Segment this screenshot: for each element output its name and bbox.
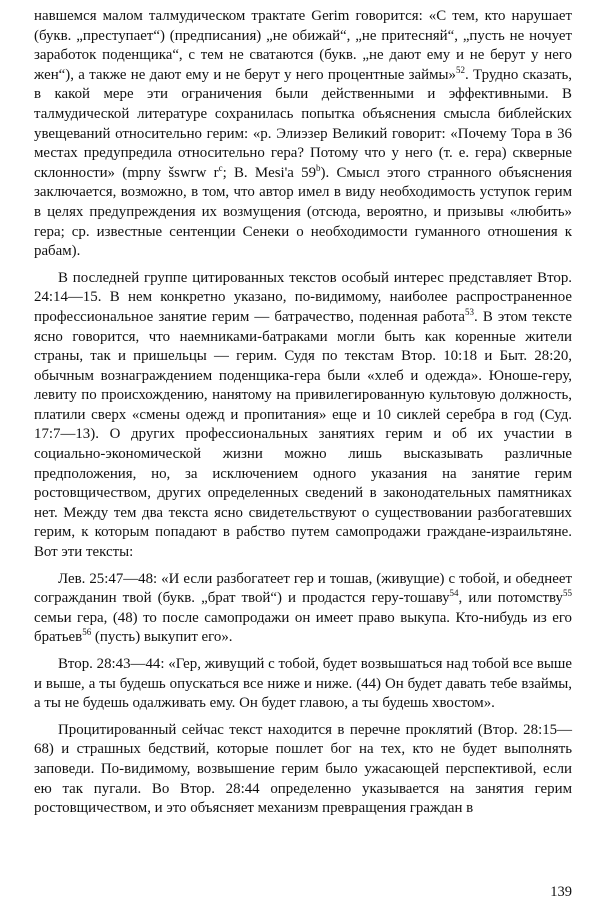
paragraph — [34, 655, 572, 714]
text-run: Процитированный сейчас текст находится в перечне проклятий (Втор. 28:15—68) и страшных бедствий, которые пошлет бог на тех, кто не будет выполнять заповеди. По-видимому, возвышение герим было ужасающей перспективой, если ею так пугали. Во Втор. 28:44 определенно указывается на занятия герим ростовщичеством, и это объясняет механизм превращения граждан в — [34, 721, 572, 817]
body-text — [34, 7, 572, 819]
text-run: Лев. 25:47—48: «И если разбогатеет гер и тошав, (живущие) с тобой, и обеднеет согражданин твой (букв. „брат твой“) и продастся геру-тошаву — [34, 570, 572, 607]
footnote-marker: 54 — [449, 588, 459, 599]
text-run: навшемся малом талмудическом трактате Gerim говорится: «С тем, кто нарушает (букв. „преступает“) (предписания) „не обижай“, „не притесняй“, „пусть не ночует заработок поденщика“, с тем не сватаются (букв. „не дают ему и не берут у него жен“), а также не дают ему и не берут у него процентные займы» — [34, 8, 572, 83]
paragraph — [34, 721, 572, 819]
text-run: . Трудно сказать, в какой мере эти ограничения были действенными и эффективными. В талмудической литературе сохранилась попытка объяснения смысла библейских увещеваний относительно герим: «р. Элиэзер Великий говорит: «Почему Тора в 36 местах предупредила относительно гера? Потому что у него (т. е. гера) скверные склонности» (mpny šswrw r — [34, 66, 572, 181]
footnote-marker: c — [218, 162, 223, 173]
text-run: В последней группе цитированных текстов особый интерес представляет Втор. 24:14—15. В нем конкретно указано, по-видимому, наиболее распространенное профессиональное занятие герим — батрачество, поденная работа — [34, 269, 572, 325]
text-run: ; B. Mesi'a 59 — [222, 164, 317, 181]
footnote-marker: 55 — [563, 588, 573, 599]
text-run: Втор. 28:43—44: «Гер, живущий с тобой, будет возвышаться над тобой все выше и выше, а ты будешь опускаться все ниже и ниже. (44) Он будет давать тебе взаймы, а ты не будешь одалживать ему. Он будет главою, а ты будешь хвостом». — [34, 656, 572, 712]
page-number: 139 — [550, 884, 572, 900]
paragraph — [34, 570, 572, 648]
footnote-marker: b — [316, 162, 321, 173]
text-run: ). Смысл этого странного объяснения заключается, возможно, в том, что автор имел в виду необходимость уступок герим в целях предупреждения их возмущения (отсюда, вероятно, и призывы «любить» гера; ср. известные сентенции Сенеки о необходимости гуманного отношения к рабам). — [34, 164, 572, 260]
footnote-marker: 53 — [464, 306, 474, 317]
text-run: (пусть) выкупит его». — [91, 629, 233, 646]
paragraph — [34, 7, 572, 262]
footnote-marker: 52 — [456, 64, 466, 75]
text-run: . В этом тексте ясно говорится, что наемниками-батраками могли быть как коренные жители страны, так и пришельцы — герим. Судя по текстам Втор. 10:18 и Быт. 28:20, обычным вознаграждением поденщика-гера были «хлеб и одежда». Юноше-геру, левиту по происхождению, нанятому на привилегированную культовую должность, платили сверх «смены одежд и пропитания» еще и 10 сиклей серебра в год (Суд. 17:7—13). О других профессиональных занятиях герим и об их участии в социально-экономической жизни можно лишь высказывать различные предположения, но, за исключением одного указания на занятие герим ростовщичеством, других определенных сведений в законодательных памятниках нет. Между тем два текста ясно свидетельствуют о существовании разбогатевших герим, к которым попадают в рабство путем самопродажи граждане-израильтяне. Вот эти тексты: — [34, 308, 572, 561]
text-run: , или потомству — [458, 590, 564, 607]
paragraph — [34, 269, 572, 563]
footnote-marker: 56 — [82, 627, 92, 638]
text-run: семьи гера, (48) то после самопродажи он имеет право выкупа. Кто-нибудь из его братьев — [34, 609, 572, 646]
